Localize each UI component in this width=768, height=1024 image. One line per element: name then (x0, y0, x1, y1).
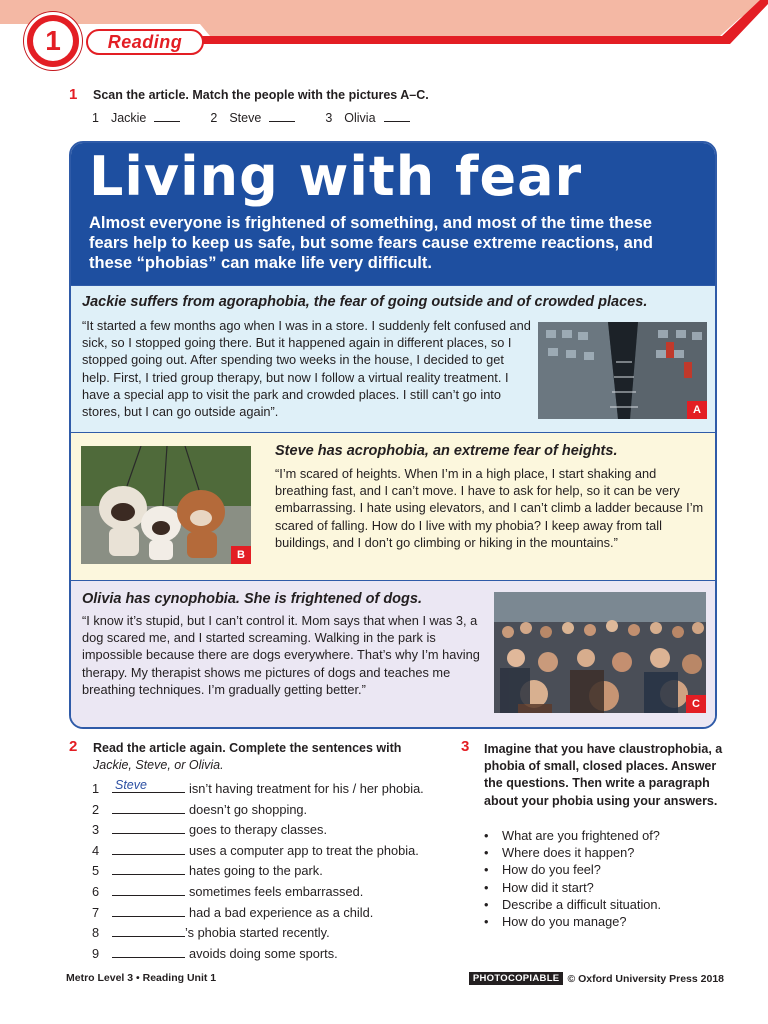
sentence-number: 1 (92, 781, 100, 796)
item-name: Olivia (344, 111, 376, 125)
sentence-number: 4 (92, 842, 100, 858)
answer-blank[interactable] (112, 883, 185, 896)
sentence-number: 7 (92, 904, 100, 920)
section-heading: Steve has acrophobia, an extreme fear of heights. (275, 443, 618, 459)
sentence-item (92, 924, 424, 945)
sentence-text: hates going to the park. (189, 863, 323, 879)
bulldogs-photo (81, 446, 251, 564)
exercise-2-number: 2 (69, 738, 78, 755)
article-header (71, 143, 715, 285)
section-heading: Olivia has cynophobia. She is frightened of dogs. (82, 591, 422, 607)
high-rise-looking-down-icon (538, 322, 707, 419)
item-number: 1 (92, 111, 99, 125)
exercise-2-instruction: Read the article again. Complete the sentences with (93, 741, 402, 755)
answer-blank[interactable] (269, 110, 295, 122)
photo-label: A (687, 401, 707, 419)
photocopiable-badge: PHOTOCOPIABLE (469, 972, 564, 985)
crowd-icon (494, 592, 706, 713)
question-item: • Where does it happen? (484, 845, 661, 862)
sentence-item (92, 904, 424, 925)
article-card (69, 141, 717, 729)
answer-blank[interactable] (384, 110, 410, 122)
high-rise-photo (538, 322, 707, 419)
sentence-number: 2 (92, 801, 100, 817)
answer-blank[interactable] (112, 924, 185, 937)
sentence-text: isn’t having treatment for his / her phobia. (189, 781, 424, 796)
sentence-item (92, 883, 424, 904)
item-name: Jackie (110, 111, 147, 125)
crowd-photo (494, 592, 706, 713)
exercise-2-names: Jackie, Steve, or Olivia. (93, 758, 224, 772)
section-text: “It started a few months ago when I was in a store. I suddenly felt confused and sick, so I stopped going there. But it happened again in different places, so I stopped going out. After spending two weeks in the house, I decided to get help. First, I tried group therapy, but now I follow a virtual reality treatment. I have a special app to visit the park and crowded places. I still can’t go into stores, but I can go outside again”. (82, 318, 531, 420)
section-olivia (71, 580, 715, 729)
sentence-item (92, 862, 424, 883)
sentence-text: had a bad experience as a child. (189, 904, 374, 920)
section-jackie (71, 285, 715, 432)
match-row (92, 110, 440, 125)
answer-blank[interactable] (112, 801, 185, 814)
section-text: “I know it’s stupid, but I can’t control it. Mom says that when I was 3, a dog scared me, and I started screaming. Walking in the park is impossible because there are dogs everywhere. That’s why I’m having therapy. My therapist shows me pictures of dogs and teaches me breathing techniques. I’m gradually getting better.” (82, 613, 480, 697)
answer-blank[interactable] (112, 862, 185, 875)
item-name: Steve (229, 111, 262, 125)
sentence-number: 6 (92, 883, 100, 899)
sentence-number: 3 (92, 822, 100, 838)
answer-blank[interactable] (112, 780, 185, 793)
match-item (92, 110, 180, 125)
photo-label: C (686, 695, 706, 713)
question-item: • How did it start? (484, 880, 661, 897)
question-item: • What are you frightened of? (484, 828, 661, 845)
match-item (325, 110, 409, 125)
sentence-text: sometimes feels embarrassed. (189, 883, 364, 899)
match-item (210, 110, 295, 125)
sentence-text: uses a computer app to treat the phobia. (189, 842, 419, 858)
footer-course-label: Metro Level 3 • Reading Unit 1 (66, 972, 217, 984)
exercise-1-number: 1 (69, 86, 78, 103)
answer-blank[interactable] (112, 821, 185, 834)
unit-number: 1 (33, 21, 73, 61)
section-steve (71, 432, 715, 580)
sentence-item (92, 945, 424, 966)
sentence-number: 5 (92, 863, 100, 879)
answer-blank[interactable] (112, 904, 185, 917)
article-title: Living with fear (89, 145, 583, 208)
question-item: • How do you feel? (484, 862, 661, 879)
section-heading: Jackie suffers from agoraphobia, the fear of going outside and of crowded places. (82, 294, 648, 310)
bulldogs-icon (81, 446, 251, 564)
sentence-text: ’s phobia started recently. (185, 925, 330, 941)
answer-blank[interactable] (112, 945, 185, 958)
section-title: Reading (86, 29, 204, 55)
sentence-text: doesn’t go shopping. (189, 801, 308, 817)
sentence-list (92, 780, 424, 965)
unit-badge (24, 12, 82, 70)
item-number: 3 (325, 111, 333, 125)
question-item: • Describe a difficult situation. (484, 897, 661, 914)
sentence-text: avoids doing some sports. (189, 945, 338, 961)
copyright-text: © Oxford University Press 2018 (567, 972, 724, 985)
exercise-3-number: 3 (461, 738, 470, 755)
photo-label: B (231, 546, 251, 564)
sentence-text: goes to therapy classes. (189, 822, 327, 838)
item-number: 2 (210, 111, 218, 125)
sentence-item (92, 821, 424, 842)
sentence-item (92, 842, 424, 863)
answer-blank[interactable] (154, 110, 180, 122)
sentence-item (92, 780, 424, 801)
exercise-1-instruction: Scan the article. Match the people with the pictures A–C. (93, 88, 429, 102)
answer-text: Steve (115, 778, 147, 792)
sentence-number: 8 (92, 925, 100, 941)
sentence-number: 9 (92, 945, 100, 961)
question-item: • How do you manage? (484, 914, 661, 931)
answer-blank[interactable] (112, 842, 185, 855)
question-list (484, 828, 661, 931)
section-text: “I’m scared of heights. When I’m in a high place, I start shaking and breathing fast, and I can’t move. I have to ask for help, so it can be very embarrassing. I hate using elevators, and I can’t climb a ladder because I’m scared of falling. How do I live with my phobia? I keep away from tall buildings, and I don’t go climbing or hiking in the mountains.” (275, 466, 704, 550)
footer-copyright (469, 972, 724, 985)
article-intro: Almost everyone is frightened of something, and most of the time these fears help to keep us safe, but some fears cause extreme reactions, and these “phobias” can make life very difficult. (89, 214, 653, 272)
exercise-3-instruction: Imagine that you have claustrophobia, a phobia of small, closed places. Answer the questions. Then write a paragraph about your phobia using your answers. (484, 742, 723, 808)
sentence-item (92, 801, 424, 822)
